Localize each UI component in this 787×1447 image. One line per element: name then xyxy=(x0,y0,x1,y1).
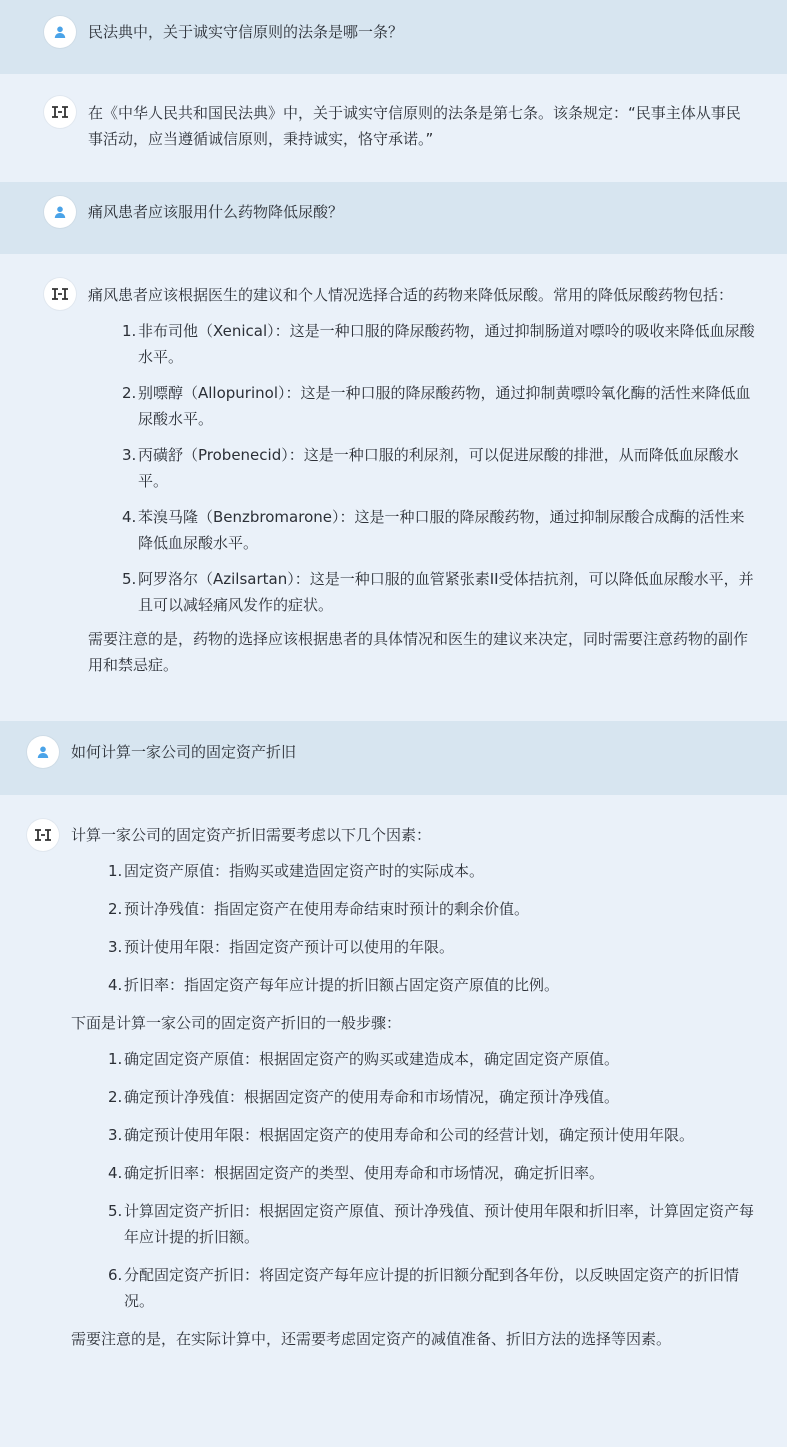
user-message xyxy=(0,721,787,795)
assistant-logo-icon xyxy=(51,288,69,300)
assistant-message xyxy=(0,254,787,721)
user-message-text: 民法典中，关于诚实守信原则的法条是哪一条？ xyxy=(88,23,404,41)
list-item: 3. 确定预计使用年限：根据固定资产的使用寿命和公司的经营计划，确定预计使用年限。 xyxy=(108,1126,695,1144)
assistant-message-text xyxy=(88,282,755,678)
list-item: 5. 阿罗洛尔（Azilsartan）：这是一种口服的血管紧张素II受体拮抗剂，可以降低血尿酸水平，并且可以减轻痛风发作的症状。 xyxy=(122,570,754,614)
assistant-message-text xyxy=(88,100,750,152)
user-avatar xyxy=(44,196,76,228)
user-icon xyxy=(36,745,50,759)
assistant-avatar xyxy=(27,819,59,851)
user-message xyxy=(0,182,787,254)
answer-outro: 需要注意的是，在实际计算中，还需要考虑固定资产的减值准备、折旧方法的选择等因素。 xyxy=(71,1330,672,1348)
list-item: 2. 别嘌醇（Allopurinol）：这是一种口服的降尿酸药物，通过抑制黄嘌呤氧化酶的活性来降低血尿酸水平。 xyxy=(122,384,751,428)
user-message-text: 如何计算一家公司的固定资产折旧 xyxy=(71,743,297,761)
answer-outro: 需要注意的是，药物的选择应该根据患者的具体情况和医生的建议来决定，同时需要注意药物的副作用和禁忌症。 xyxy=(88,630,749,674)
assistant-avatar xyxy=(44,278,76,310)
list-item: 2. 预计净残值：指固定资产在使用寿命结束时预计的剩余价值。 xyxy=(108,900,530,918)
user-icon xyxy=(53,25,67,39)
factor-list xyxy=(108,858,754,998)
list-item: 3. 丙磺舒（Probenecid）：这是一种口服的利尿剂，可以促进尿酸的排泄，从而降低血尿酸水平。 xyxy=(122,446,739,490)
user-icon xyxy=(53,205,67,219)
user-avatar xyxy=(27,736,59,768)
list-item: 2. 确定预计净残值：根据固定资产的使用寿命和市场情况，确定预计净残值。 xyxy=(108,1088,620,1106)
answer-paragraph: 在《中华人民共和国民法典》中，关于诚实守信原则的法条是第七条。该条规定：“民事主体从事民事活动，应当遵循诚信原则，秉持诚实，恪守承诺。” xyxy=(88,104,741,148)
medication-list xyxy=(122,318,758,618)
assistant-logo-icon xyxy=(34,829,52,841)
assistant-message-text xyxy=(71,822,761,1352)
answer-intro: 痛风患者应该根据医生的建议和个人情况选择合适的药物来降低尿酸。常用的降低尿酸药物包括： xyxy=(88,286,734,304)
list-item: 4. 确定折旧率：根据固定资产的类型、使用寿命和市场情况，确定折旧率。 xyxy=(108,1164,605,1182)
list-item: 1. 固定资产原值：指购买或建造固定资产时的实际成本。 xyxy=(108,862,485,880)
list-item: 4. 苯溴马隆（Benzbromarone）：这是一种口服的降尿酸药物，通过抑制尿酸合成酶的活性来降低血尿酸水平。 xyxy=(122,508,745,552)
answer-intro: 计算一家公司的固定资产折旧需要考虑以下几个因素： xyxy=(71,826,432,844)
user-avatar xyxy=(44,16,76,48)
assistant-message xyxy=(0,74,787,182)
list-item: 1. 非布司他（Xenical）：这是一种口服的降尿酸药物，通过抑制肠道对嘌呤的吸收来降低血尿酸水平。 xyxy=(122,322,755,366)
list-item: 5. 计算固定资产折旧：根据固定资产原值、预计净残值、预计使用年限和折旧率，计算固定资产每年应计提的折旧额。 xyxy=(108,1202,755,1246)
steps-list xyxy=(108,1046,755,1314)
answer-middle: 下面是计算一家公司的固定资产折旧的一般步骤： xyxy=(71,1014,402,1032)
assistant-logo-icon xyxy=(51,106,69,118)
list-item: 1. 确定固定资产原值：根据固定资产的购买或建造成本，确定固定资产原值。 xyxy=(108,1050,620,1068)
list-item: 3. 预计使用年限：指固定资产预计可以使用的年限。 xyxy=(108,938,455,956)
assistant-message xyxy=(0,795,787,1447)
list-item: 6. 分配固定资产折旧：将固定资产每年应计提的折旧额分配到各年份，以反映固定资产的折旧情况。 xyxy=(108,1266,740,1310)
list-item: 4. 折旧率：指固定资产每年应计提的折旧额占固定资产原值的比例。 xyxy=(108,976,560,994)
assistant-avatar xyxy=(44,96,76,128)
user-message-text: 痛风患者应该服用什么药物降低尿酸？ xyxy=(88,203,344,221)
user-message xyxy=(0,0,787,74)
